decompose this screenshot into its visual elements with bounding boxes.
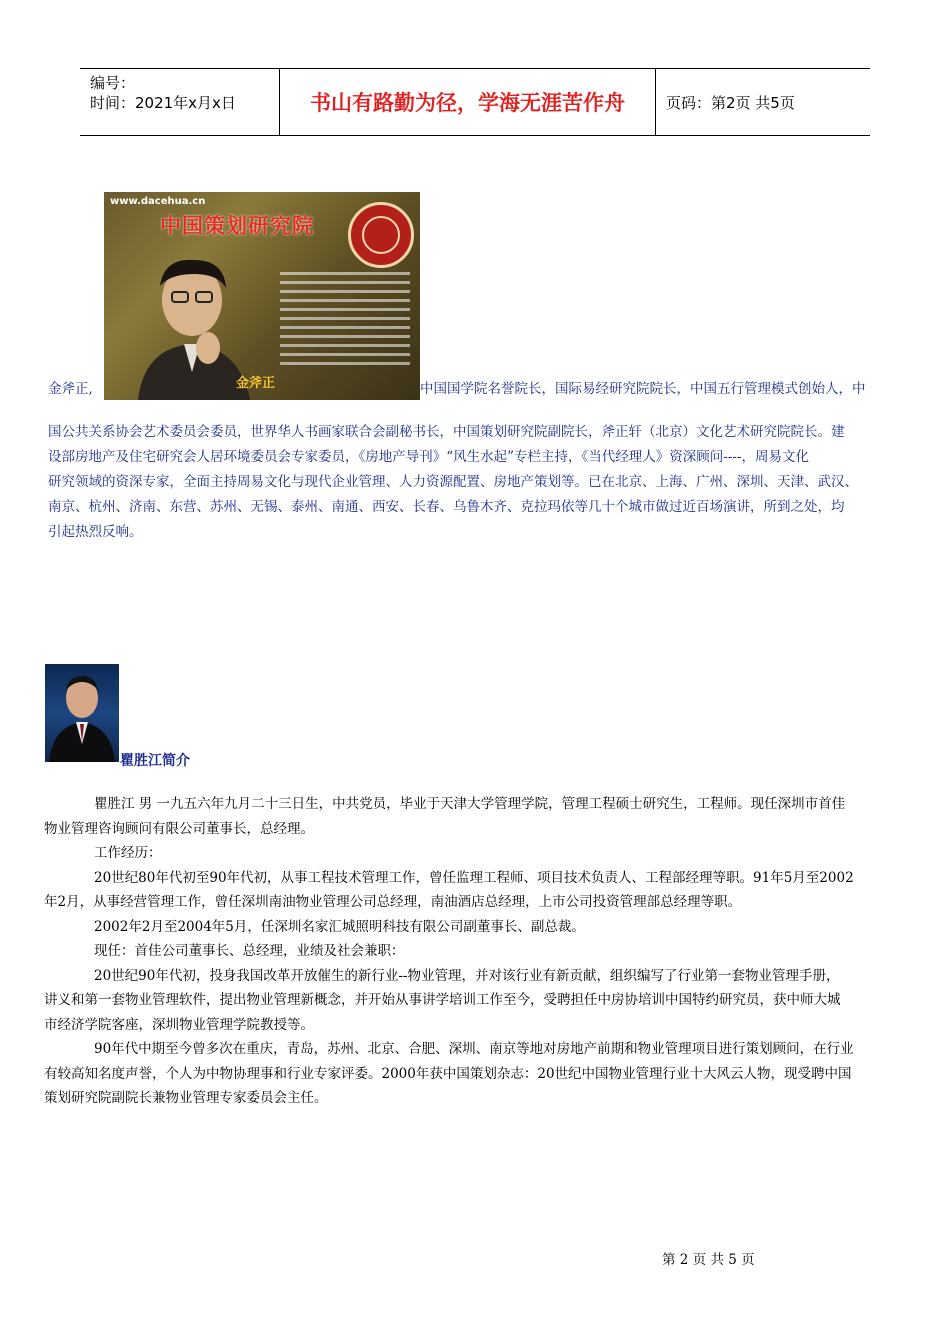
qu-shengjiang-title: 瞿胜江简介: [120, 753, 190, 769]
photo-signature: 金斧正: [236, 376, 276, 391]
paragraph-line: 引起热烈反响。: [48, 524, 143, 540]
bio-line: 90年代中期至今曾多次在重庆，青岛，苏州、北京、合肥、深圳、南京等地对房地产前期和物业管理项目进行策划顾问，在行业: [94, 1041, 854, 1057]
qu-shengjiang-bio: [44, 792, 910, 1111]
paragraph-line: 国公共关系协会艺术委员会委员，世界华人书画家联合会副秘书长，中国策划研究院副院长，斧正轩（北京）文化艺术研究院院长。建: [48, 424, 845, 440]
bio-line: 有较高知名度声誉，个人为中物协理事和行业专家评委。2000年获中国策划杂志：20世纪中国物业管理行业十大风云人物，现受聘中国: [44, 1065, 852, 1082]
paragraph-line: 研究领域的资深专家，全面主持周易文化与现代企业管理、人力资源配置、房地产策划等。已在北京、上海、广州、深圳、天津、武汉、: [48, 474, 858, 490]
photo-banner-text: 中国策划研究院: [160, 214, 314, 238]
header-meta: [80, 69, 280, 135]
paragraph-line: 南京、杭州、济南、东营、苏州、无锡、泰州、南通、西安、长春、乌鲁木齐、克拉玛依等几十个城市做过近百场演讲，所到之处，均: [48, 499, 845, 515]
photo-body-text-lines: [280, 272, 410, 372]
header-page-number: 页码：第2页 共5页: [666, 93, 795, 112]
header-number: 编号：: [90, 74, 136, 92]
bio-line: 工作经历：: [94, 845, 162, 861]
bio-line: 讲义和第一套物业管理软件，提出物业管理新概念，并开始从事讲学培训工作至今，受聘担任中房协培训中国特约研究员，获中师大城: [44, 992, 841, 1008]
photo-url-text: www.dacehua.cn: [110, 196, 206, 207]
header-date: 时间：2021年x月x日: [90, 94, 236, 112]
bio-line: 瞿胜江 男 一九五六年九月二十三日生，中共党员，毕业于天津大学管理学院，管理工程硕士研究生，工程师。现任深圳市首佳: [94, 796, 846, 812]
bio-line: 20世纪80年代初至90年代初，从事工程技术管理工作，曾任监理工程师、项目技术负责人、工程部经理等职。91年5月至2002: [94, 869, 854, 886]
header-motto: 书山有路勤为径，学海无涯苦作舟: [280, 69, 656, 135]
page-footer: 第 2 页 共 5 页: [662, 1252, 755, 1268]
jin-fuzheng-intro-first-line: 中国国学院名誉院长，国际易经研究院院长，中国五行管理模式创始人，中: [420, 381, 866, 397]
bio-line: 市经济学院客座，深圳物业管理学院教授等。: [44, 1016, 314, 1033]
bio-line: 年2月，从事经营管理工作，曾任深圳南油物业管理公司总经理，南油酒店总经理，上市公司投资管理部总经理等职。: [44, 894, 742, 910]
jin-fuzheng-photo: [104, 192, 420, 400]
bio-line: 策划研究院副院长兼物业管理专家委员会主任。: [44, 1090, 328, 1106]
seal-logo-icon: [348, 202, 414, 268]
bio-line: 20世纪90年代初，投身我国改革开放催生的新行业--物业管理，并对该行业有新贡献，组织编写了行业第一套物业管理手册，: [94, 967, 840, 984]
person-portrait-icon: [45, 664, 119, 762]
jin-fuzheng-name: 金斧正,: [48, 381, 93, 397]
paragraph-line: 设部房地产及住宅研究会人居环境委员会专家委员，《房地产导刊》“风生水起”专栏主持，《当代经理人》资深顾问----，周易文化: [48, 449, 810, 465]
bio-line: 物业管理咨询顾问有限公司董事长，总经理。: [44, 820, 314, 837]
page-header: [80, 68, 870, 136]
jin-fuzheng-intro-paragraph: [48, 420, 908, 545]
qu-shengjiang-photo: [45, 664, 119, 762]
bio-line: 2002年2月至2004年5月，任深圳名家汇城照明科技有限公司副董事长、副总裁。: [94, 918, 585, 935]
bio-line: 现任：首佳公司董事长、总经理，业绩及社会兼职：: [94, 943, 405, 959]
